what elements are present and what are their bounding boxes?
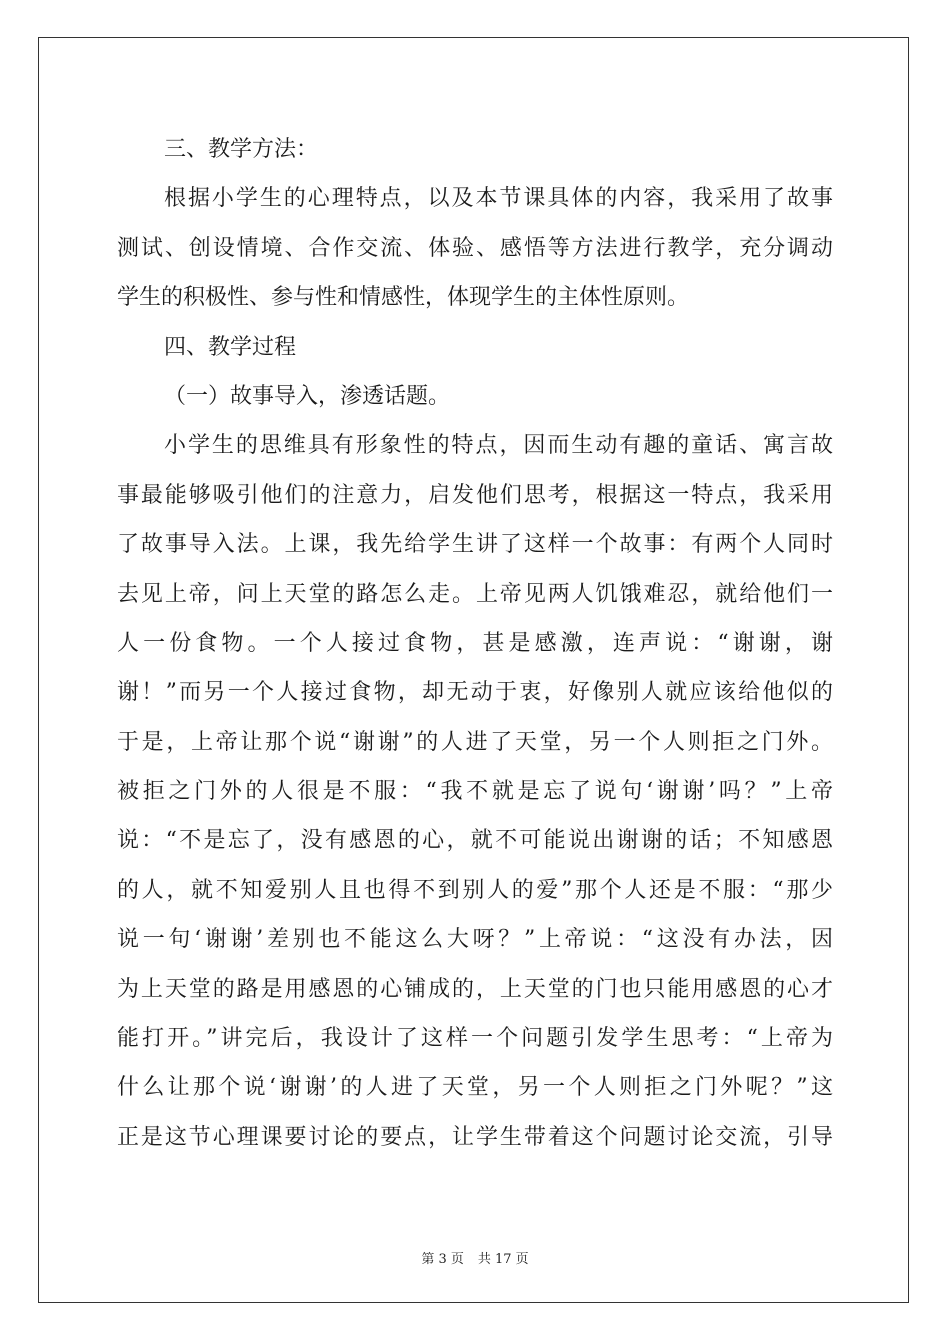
page-total: 共 17 页 (477, 1252, 529, 1267)
text-line: （一）故事导入，渗透话题。 (164, 383, 451, 409)
text-line: 为上天堂的路是用感恩的心铺成的，上天堂的门也只能用感恩的心才 (117, 976, 833, 1002)
text-line: 四、教学过程 (164, 334, 297, 360)
text-line: 谢！”而另一个人接过食物，却无动于衷，好像别人就应该给他似的 (117, 680, 833, 706)
text-line: 能打开。”讲完后，我设计了这样一个问题引发学生思考：“上帝为 (117, 1026, 833, 1052)
text-line: 被拒之门外的人很是不服：“我不就是忘了说句‘谢谢’吗？”上帝 (117, 779, 833, 805)
document-body (117, 125, 833, 1162)
text-line: 什么让那个说‘谢谢’的人进了天堂，另一个人则拒之门外呢？”这 (117, 1075, 833, 1101)
text-line: 三、教学方法： (164, 137, 319, 162)
text-line: 事最能够吸引他们的注意力，启发他们思考，根据这一特点，我采用 (117, 482, 833, 508)
text-line: 根据小学生的心理特点，以及本节课具体的内容，我采用了故事 (164, 186, 833, 212)
text-line: 说一句‘谢谢’差别也不能这么大呀？”上帝说：“这没有办法，因 (117, 927, 833, 953)
text-line: 了故事导入法。上课，我先给学生讲了这样一个故事：有两个人同时 (117, 532, 833, 558)
text-line: 人一份食物。一个人接过食物，甚是感激，连声说：“谢谢，谢 (117, 630, 833, 656)
text-line: 去见上帝，问上天堂的路怎么走。上帝见两人饥饿难忍，就给他们一 (117, 581, 833, 607)
text-line: 说：“不是忘了，没有感恩的心，就不可能说出谢谢的话；不知感恩 (117, 828, 833, 854)
page-footer (0, 1248, 950, 1267)
text-line: 测试、创设情境、合作交流、体验、感悟等方法进行教学，充分调动 (117, 235, 833, 261)
text-line: 学生的积极性、参与性和情感性，体现学生的主体性原则。 (117, 285, 690, 311)
text-line: 小学生的思维具有形象性的特点，因而生动有趣的童话、寓言故 (164, 433, 833, 459)
page-number: 第 3 页 (421, 1252, 464, 1267)
text-line: 于是，上帝让那个说“谢谢”的人进了天堂，另一个人则拒之门外。 (117, 729, 833, 755)
text-line: 正是这节心理课要讨论的要点，让学生带着这个问题讨论交流，引导 (117, 1124, 833, 1150)
text-line: 的人，就不知爱别人且也得不到别人的爱”那个人还是不服：“那少 (117, 877, 833, 903)
